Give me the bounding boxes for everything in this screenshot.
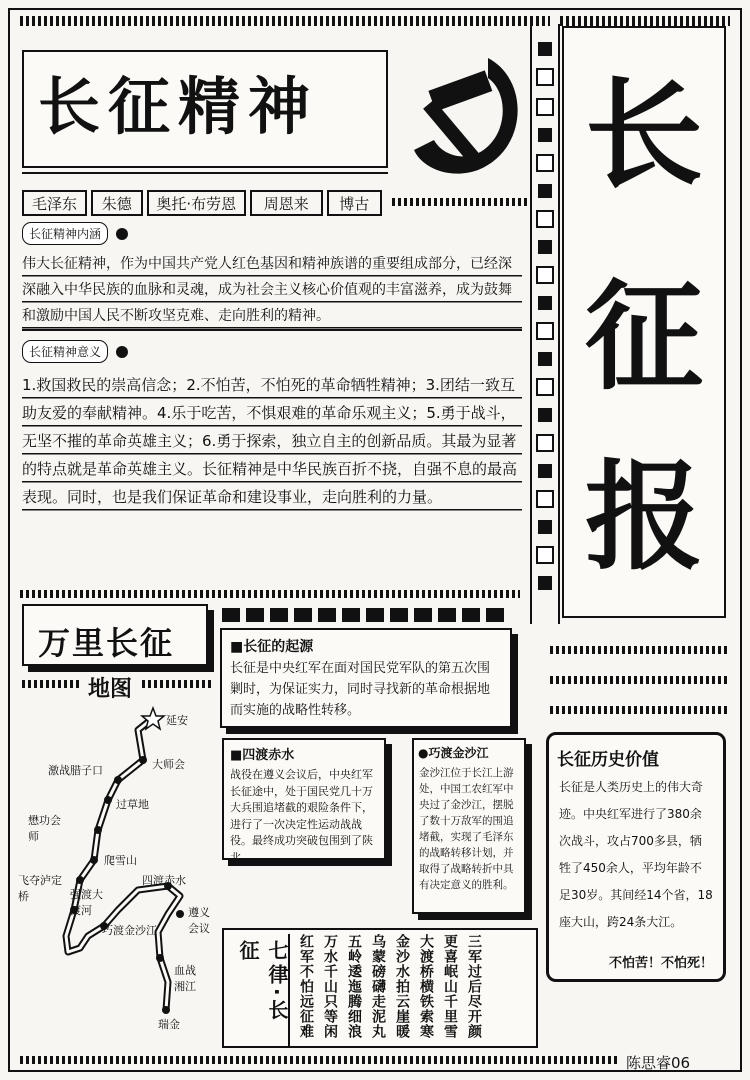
map-stripe bbox=[142, 680, 212, 688]
map-place: 激战腊子口 bbox=[48, 764, 103, 777]
history-value-box bbox=[546, 732, 726, 982]
film-square bbox=[536, 68, 554, 86]
film-square bbox=[536, 98, 554, 116]
film-square bbox=[536, 266, 554, 284]
map-place: 遵义会议 bbox=[188, 906, 210, 935]
jinsha-title: ●巧渡金沙江 bbox=[418, 746, 489, 760]
side-title-frame bbox=[530, 24, 560, 624]
leader-name: 奥托·布劳恩 bbox=[147, 190, 246, 216]
history-value-text: 长征是人类历史上的伟大奇迹。中央红军进行了380余次战斗，攻占700多县，牺牲了450余人，平均年龄不足30岁。其间经14个省，18座大山，跨24条大江。 bbox=[559, 780, 713, 929]
film-square bbox=[536, 210, 554, 228]
side-title-char: 报 bbox=[584, 447, 703, 586]
significance-section bbox=[22, 340, 522, 511]
map-stripe bbox=[22, 680, 82, 688]
poem-box bbox=[222, 928, 538, 1048]
film-square bbox=[538, 296, 552, 310]
side-title-char: 征 bbox=[584, 267, 703, 406]
leaders-row bbox=[22, 190, 382, 216]
film-square bbox=[536, 378, 554, 396]
top-stripe bbox=[20, 16, 550, 26]
bullet-dot bbox=[116, 346, 128, 358]
route-map bbox=[18, 700, 218, 1040]
film-square bbox=[538, 128, 552, 142]
connotation-text: 伟大长征精神，作为中国共产党人红色基因和精神族谱的重要组成部分，已经深深融入中华民族的血脉和灵魂，成为社会主义核心价值观的丰富滋养，成为鼓舞和激励中国人民不断攻坚克难、走向胜利的精神。 bbox=[22, 251, 522, 331]
long-march-title: 万里长征 bbox=[38, 624, 175, 662]
page-title: 长征精神 bbox=[38, 70, 319, 143]
poem-line: 金沙水拍云崖暖 bbox=[394, 934, 410, 1039]
significance-tag: 长征精神意义 bbox=[22, 340, 108, 363]
map-place: 瑞金 bbox=[158, 1018, 180, 1031]
map-place: 大师会 bbox=[152, 758, 185, 771]
side-title-char: 长 bbox=[584, 65, 703, 204]
film-square bbox=[536, 490, 554, 508]
map-place: 爬雪山 bbox=[104, 854, 137, 867]
origin-box bbox=[220, 628, 512, 728]
side-title-box bbox=[562, 26, 726, 618]
film-square bbox=[538, 240, 552, 254]
jinsha-text: 金沙江位于长江上游处，中国工农红军中央过了金沙江，摆脱了数十万敌军的围追堵截，实现了毛泽东的战略转移计划，并取得了战略转折中具有决定意义的胜利。 bbox=[419, 767, 514, 891]
history-value-title: 长征历史价值 bbox=[557, 750, 659, 770]
deco-stripe bbox=[550, 706, 730, 714]
film-square bbox=[538, 464, 552, 478]
origin-title: ■长征的起源 bbox=[230, 639, 314, 655]
poem-line: 五岭逶迤腾细浪 bbox=[346, 934, 362, 1039]
film-square bbox=[536, 322, 554, 340]
origin-icon: ■ bbox=[230, 639, 244, 655]
poem-line: 红军不怕远征难 bbox=[298, 934, 314, 1039]
origin-text: 长征是中央红军在面对国民党军队的第五次围剿时，为保证实力，同时寻找新的革命根据地而实施的战略性转移。 bbox=[230, 661, 491, 718]
connotation-section bbox=[22, 222, 522, 331]
poem-lines bbox=[288, 934, 484, 1046]
jinsha-box bbox=[412, 738, 526, 914]
bottom-stripe bbox=[20, 1056, 620, 1064]
film-square bbox=[538, 520, 552, 534]
poem-line: 万水千山只等闲 bbox=[322, 934, 338, 1039]
deco-stripe bbox=[550, 676, 730, 684]
film-square bbox=[538, 352, 552, 366]
film-square bbox=[536, 154, 554, 172]
chishui-box bbox=[222, 738, 386, 864]
map-place: 过草地 bbox=[116, 798, 149, 811]
chishui-icon: ■ bbox=[230, 748, 243, 763]
map-label: 地图 bbox=[88, 677, 133, 702]
chishui-text: 战役在遵义会议后，中央红军长征途中，处于国民党几十万大兵围追堵截的艰险条件下，进行了一次决定性运动战战役。最终成功突破包围到了陕北。 bbox=[230, 768, 373, 864]
signature: 陈思睿06 bbox=[626, 1054, 691, 1072]
long-march-title-box bbox=[22, 604, 208, 666]
poem-title: 七律·长征 bbox=[236, 940, 289, 1024]
film-square bbox=[538, 184, 552, 198]
map-place: 延安 bbox=[166, 714, 188, 727]
map-place: 巧渡金沙江 bbox=[102, 924, 157, 937]
poem-line: 乌蒙磅礴走泥丸 bbox=[370, 934, 386, 1039]
mid-stripe bbox=[20, 590, 520, 598]
title-box bbox=[22, 50, 388, 168]
bullet-dot bbox=[116, 228, 128, 240]
map-place: 强渡大渡河 bbox=[70, 888, 103, 917]
chishui-title: ■四渡赤水 bbox=[230, 748, 295, 763]
hammer-sickle-icon bbox=[400, 40, 530, 190]
leader-name: 周恩来 bbox=[250, 190, 323, 216]
poem-line: 三军过后尽开颜 bbox=[466, 934, 482, 1039]
film-square bbox=[538, 42, 552, 56]
film-square bbox=[538, 576, 552, 590]
deco-stripe bbox=[550, 646, 730, 654]
leader-name: 朱德 bbox=[91, 190, 143, 216]
map-place: 四渡赤水 bbox=[142, 874, 186, 887]
top-stripe-right bbox=[560, 16, 730, 26]
map-place: 飞夺泸定桥 bbox=[18, 874, 62, 903]
jinsha-icon: ● bbox=[418, 746, 429, 760]
title-rule bbox=[22, 172, 388, 174]
film-square bbox=[538, 408, 552, 422]
poem-line: 更喜岷山千里雪 bbox=[442, 934, 458, 1039]
connotation-tag: 长征精神内涵 bbox=[22, 222, 108, 245]
origin-squares bbox=[222, 608, 504, 622]
film-square bbox=[536, 546, 554, 564]
map-place: 懋功会师 bbox=[28, 814, 61, 843]
leader-name: 毛泽东 bbox=[22, 190, 87, 216]
history-value-motto: 不怕苦！不怕死！ bbox=[608, 956, 713, 971]
significance-text: 1.救国救民的崇高信念；2.不怕苦，不怕死的革命牺牲精神；3.团结一致互助友爱的奉献精神。4.乐于吃苦，不惧艰难的革命乐观主义；5.勇于战斗，无坚不摧的革命英雄主义；6.勇于探索，独立自主的创新品质。其最为显著的特点就是革命英雄主义。长征精神是中华民族百折不挠，自强不息的最高表现。同时，也是我们保证革命和建设事业，走向胜利的力量。 bbox=[22, 371, 522, 511]
poem-line: 大渡桥横铁索寒 bbox=[418, 934, 434, 1039]
leader-name: 博古 bbox=[327, 190, 382, 216]
film-square bbox=[536, 434, 554, 452]
map-place: 血战湘江 bbox=[174, 964, 196, 993]
names-stripe bbox=[392, 198, 530, 206]
